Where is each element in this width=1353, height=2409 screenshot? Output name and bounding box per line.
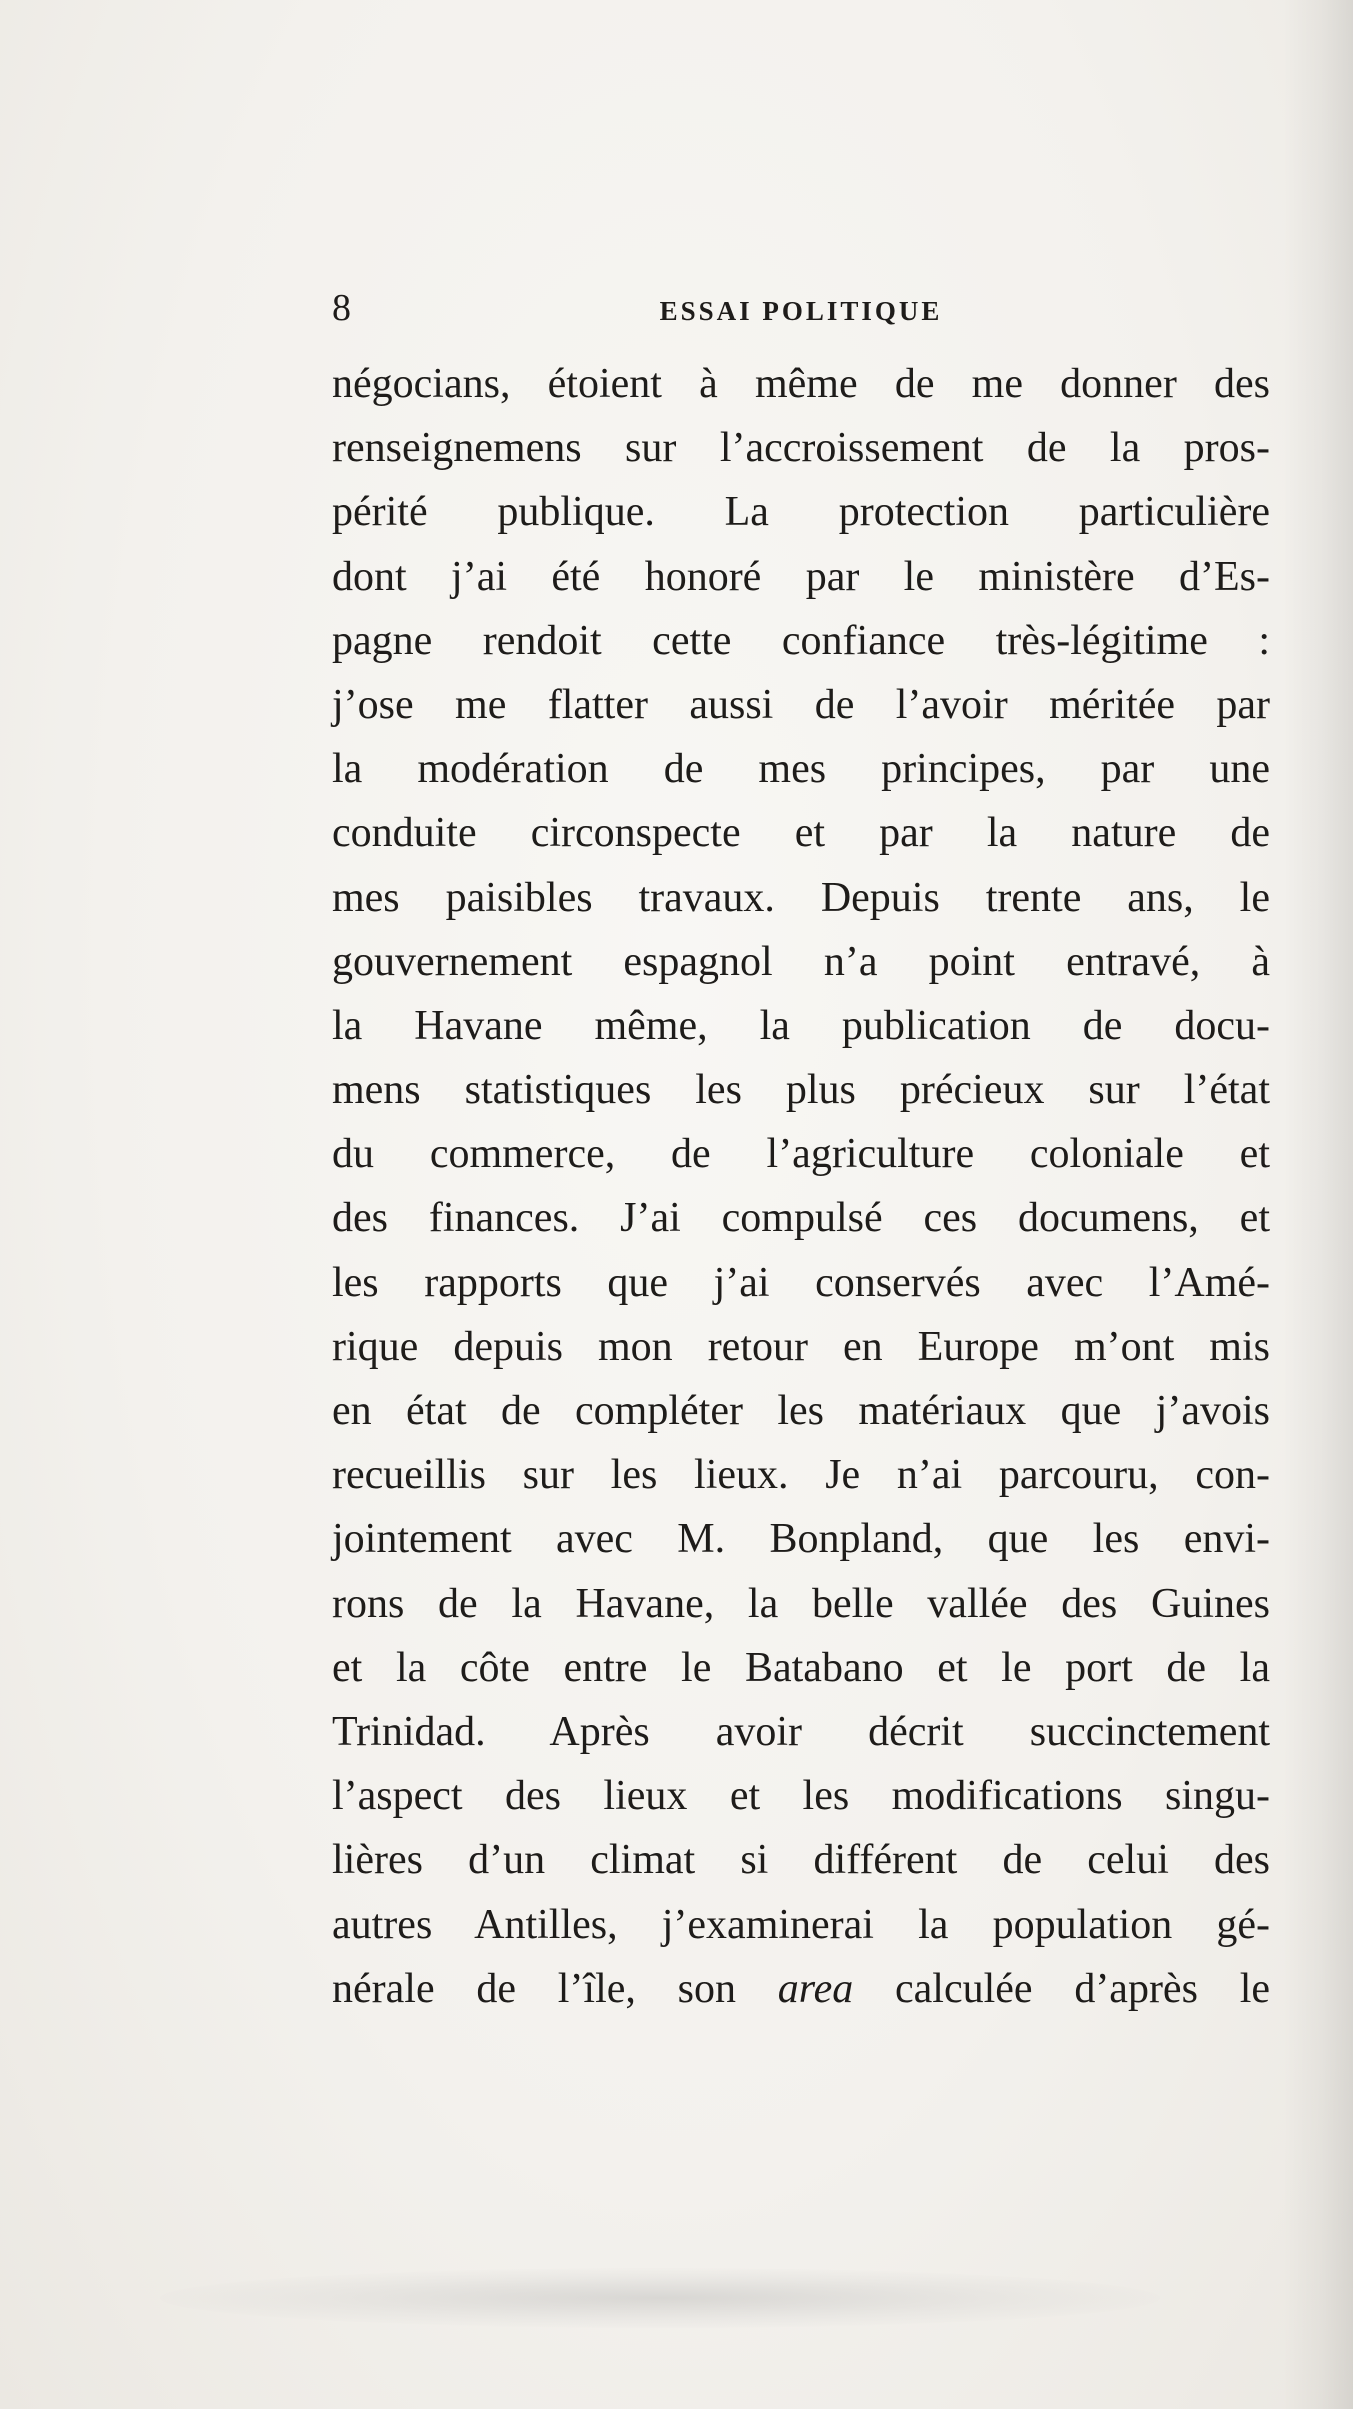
text-line: [332, 1058, 1270, 1122]
text-line: [332, 1636, 1270, 1700]
text-segment: périté publique. La protection particulière: [332, 489, 1270, 536]
text-line: [332, 1572, 1270, 1636]
italic-word: area: [777, 1965, 854, 2012]
text-line: [332, 801, 1270, 865]
page-number: 8: [332, 287, 351, 329]
text-segment: pagne rendoit cette confiance très-légitime :: [332, 617, 1270, 664]
text-segment: Trinidad. Après avoir décrit succinctement: [332, 1708, 1270, 1755]
text-line: [332, 1507, 1270, 1571]
text-line: [332, 1700, 1270, 1764]
text-segment: la modération de mes principes, par une: [332, 746, 1270, 793]
text-line: [332, 1764, 1270, 1828]
text-line: [332, 480, 1270, 544]
text-segment: conduite circonspecte et par la nature de: [332, 810, 1270, 857]
text-segment: recueillis sur les lieux. Je n’ai parcouru, con-: [332, 1452, 1270, 1499]
text-line: [332, 1893, 1270, 1957]
text-segment: lières d’un climat si différent de celui des: [332, 1837, 1270, 1884]
text-segment: en état de compléter les matériaux que j’avois: [332, 1388, 1270, 1434]
text-segment: j’ose me flatter aussi de l’avoir méritée par: [332, 681, 1270, 728]
text-line: [332, 1957, 1270, 2021]
text-line: [332, 1186, 1270, 1250]
text-segment: renseignemens sur l’accroissement de la pros-: [332, 425, 1270, 472]
paper-smudge: [160, 2268, 1160, 2328]
text-line: [332, 1315, 1270, 1379]
text-segment: nérale de l’île, son: [332, 1965, 778, 2012]
text-segment: l’aspect des lieux et les modifications singu-: [332, 1773, 1270, 1820]
page-header: [332, 280, 1270, 336]
text-segment: gouvernement espagnol n’a point entravé, à: [332, 938, 1270, 985]
text-segment: mes paisibles travaux. Depuis trente ans, le: [332, 874, 1270, 921]
text-line: [332, 1828, 1270, 1892]
text-segment: du commerce, de l’agriculture coloniale et: [332, 1131, 1270, 1178]
text-line: [332, 866, 1270, 930]
text-segment: dont j’ai été honoré par le ministère d’Es-: [332, 553, 1270, 600]
text-line: [332, 416, 1270, 480]
text-segment: des finances. J’ai compulsé ces documens, et: [332, 1195, 1270, 1242]
text-line: [332, 673, 1270, 737]
text-segment: la Havane même, la publication de docu-: [332, 1002, 1270, 1049]
text-segment: négocians, étoient à même de me donner des: [332, 361, 1270, 407]
page-gutter-shadow: [1283, 0, 1353, 2409]
text-line: [332, 1443, 1270, 1507]
text-line: [332, 994, 1270, 1058]
text-segment: calculée d’après le: [853, 1965, 1271, 2012]
text-segment: autres Antilles, j’examinerai la population gé-: [332, 1901, 1270, 1948]
text-segment: jointement avec M. Bonpland, que les envi-: [332, 1516, 1270, 1563]
text-segment: les rapports que j’ai conservés avec l’Amé-: [332, 1259, 1270, 1306]
text-segment: rons de la Havane, la belle vallée des Guines: [332, 1580, 1270, 1627]
text-line: [332, 609, 1270, 673]
text-line: [332, 1251, 1270, 1315]
text-line: [332, 1122, 1270, 1186]
text-line: [332, 737, 1270, 801]
text-line: [332, 1379, 1270, 1443]
text-line: [332, 352, 1270, 416]
running-title: ESSAI POLITIQUE: [659, 296, 943, 326]
text-segment: et la côte entre le Batabano et le port de la: [332, 1644, 1270, 1691]
text-line: [332, 930, 1270, 994]
body-text: [332, 352, 1270, 2021]
text-segment: rique depuis mon retour en Europe m’ont mis: [332, 1323, 1270, 1370]
text-segment: mens statistiques les plus précieux sur l’état: [332, 1067, 1270, 1114]
text-line: [332, 545, 1270, 609]
